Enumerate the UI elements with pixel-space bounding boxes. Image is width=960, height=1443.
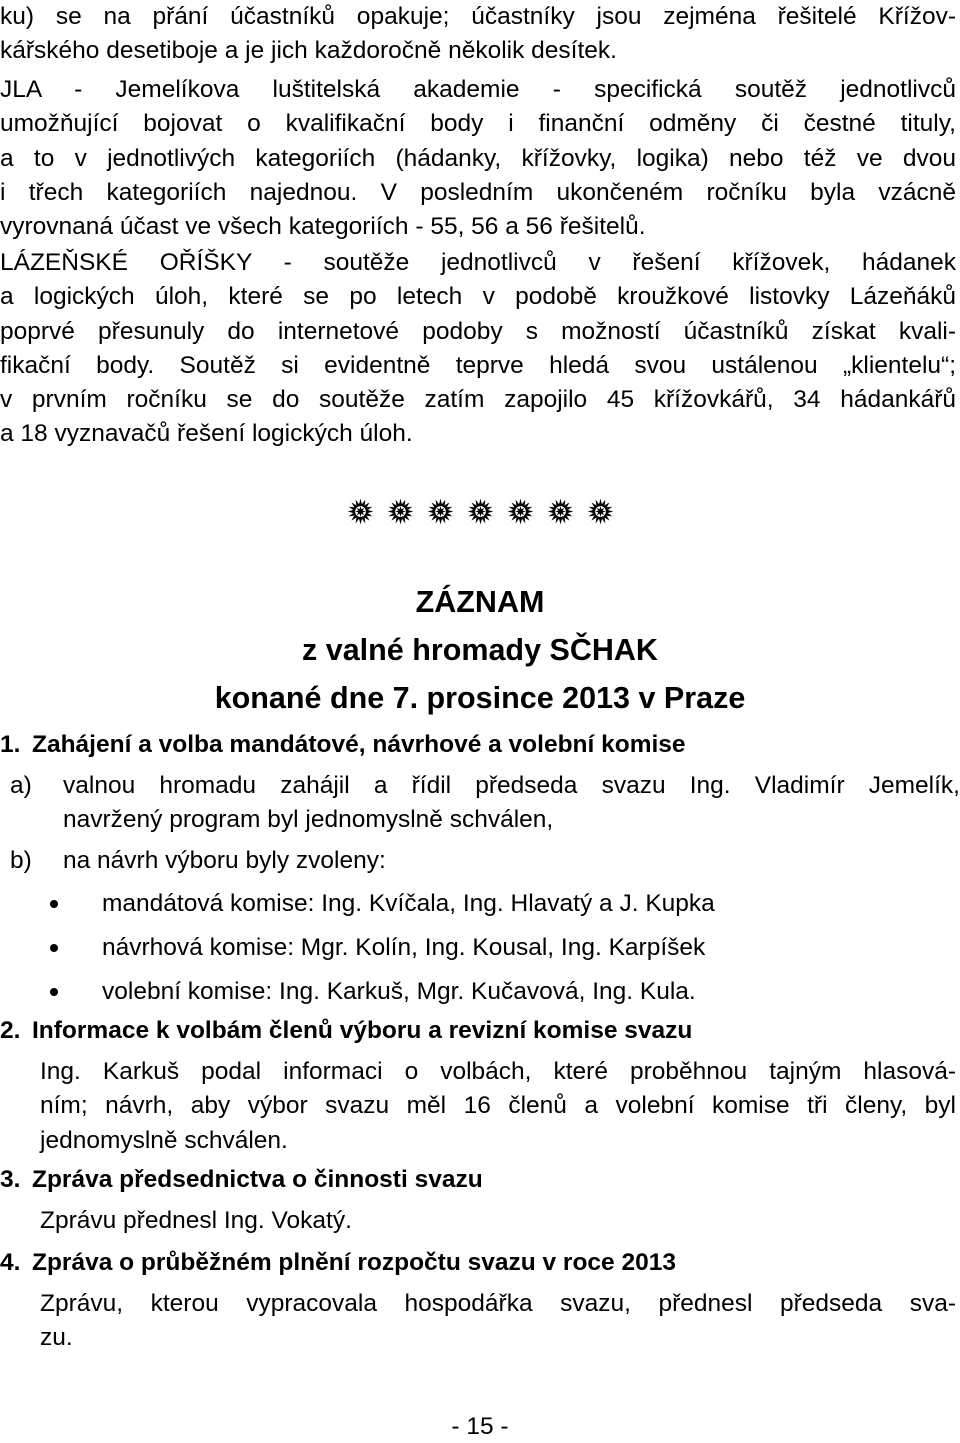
text-line: Zprávu přednesl Ing. Vokatý. [40, 1207, 352, 1234]
text-line: navržený program byl jednomyslně schválen, [63, 806, 554, 834]
item-label: b) [10, 847, 32, 874]
star-burst-icon [547, 498, 574, 525]
section-heading-3 [0, 1163, 483, 1197]
bullet-icon [50, 944, 58, 952]
section-number: 1. [0, 731, 21, 758]
star-burst-icon [427, 498, 454, 525]
text-line: kářského desetiboje a je jich každoročně několik desítek. [0, 37, 617, 65]
text-line: i třech kategoriích najednou. V posledním ukončeném ročníku byla vzácně [0, 178, 956, 206]
text-line: jednomyslně schválen. [40, 1126, 288, 1154]
text-line: umožňující bojovat o kvalifikační body i finanční odměny či čestné tituly, [0, 110, 956, 138]
section-body-2 [40, 1055, 956, 1158]
bullet-text: mandátová komise: Ing. Kvíčala, Ing. Hlavatý a J. Kupka [102, 890, 715, 917]
star-burst-icon [387, 498, 414, 525]
text-line: vyrovnaná účast ve všech kategoriích - 55, 56 a 56 řešitelů. [0, 213, 646, 241]
section-number: 4. [0, 1249, 21, 1276]
bullet-icon [50, 988, 58, 996]
text-line: valnou hromadu zahájil a řídil předseda svazu Ing. Vladimír Jemelík, [63, 772, 960, 799]
section-heading-2 [0, 1014, 692, 1048]
star-burst-icon [467, 498, 494, 525]
text-line: Zprávu, kterou vypracovala hospodářka svazu, přednesl předseda sva- [40, 1290, 956, 1317]
record-title: ZÁZNAM [415, 585, 545, 619]
intro-paragraph [0, 0, 956, 69]
jla-paragraph [0, 73, 956, 244]
ornament-divider [0, 498, 960, 538]
star-burst-icon [587, 498, 614, 525]
section-body-4 [40, 1287, 956, 1356]
text-line: a 18 vyznavačů řešení logických úloh. [0, 420, 413, 448]
text-line: a logických úloh, které se po letech v podobě kroužkové listovky Lázeňáků [0, 283, 956, 311]
text-line: na návrh výboru byly zvoleny: [63, 847, 386, 874]
text-line: fikační body. Soutěž si evidentně teprve hledá svou ustálenou „klientelu“; [0, 351, 956, 379]
section-title: Informace k volbám členů výboru a revizní komise svazu [32, 1017, 693, 1044]
text-line: LÁZEŇSKÉ OŘÍŠKY - soutěže jednotlivců v řešení křížovek, hádanek [0, 249, 956, 276]
section-title: Zahájení a volba mandátové, návrhové a volební komise [32, 731, 686, 758]
section-body-3 [40, 1204, 956, 1238]
section-number: 2. [0, 1017, 21, 1044]
star-burst-icon [347, 498, 374, 525]
section-heading-1 [0, 728, 686, 762]
text-line: a to v jednotlivých kategoriích (hádanky, křížovky, logika) nebo též ve dvou [0, 144, 956, 172]
text-line: zu. [40, 1324, 73, 1352]
text-line: v prvním ročníku se do soutěže zatím zapojilo 45 křížovkářů, 34 hádankářů [0, 386, 956, 414]
section-title: Zpráva předsednictva o činnosti svazu [32, 1166, 483, 1193]
bullet-icon [50, 900, 58, 908]
item-label: a) [10, 772, 32, 799]
page-number: - 15 - [451, 1413, 509, 1440]
section-number: 3. [0, 1166, 21, 1193]
text-line: ním; návrh, aby výbor svazu měl 16 členů a volební komise tři členy, byl [40, 1092, 956, 1120]
record-subtitle: z valné hromady SČHAK [302, 633, 658, 667]
text-line: Ing. Karkuš podal informaci o volbách, které proběhnou tajným hlasová- [40, 1058, 956, 1085]
record-date: konané dne 7. prosince 2013 v Praze [214, 681, 746, 715]
text-line: poprvé přesunuly do internetové podoby s možností účastníků získat kvali- [0, 317, 956, 345]
lazenske-orisky-paragraph [0, 246, 956, 452]
section-title: Zpráva o průběžném plnění rozpočtu svazu v roce 2013 [32, 1249, 676, 1276]
text-line: ku) se na přání účastníků opakuje; účastníky jsou zejména řešitelé Křížov- [0, 3, 956, 30]
bullet-text: volební komise: Ing. Karkuš, Mgr. Kučavová, Ing. Kula. [102, 978, 696, 1005]
bullet-text: návrhová komise: Mgr. Kolín, Ing. Kousal, Ing. Karpíšek [102, 934, 706, 961]
section-heading-4 [0, 1246, 676, 1280]
text-line: JLA - Jemelíkova luštitelská akademie - specifická soutěž jednotlivců [0, 76, 956, 103]
star-burst-icon [507, 498, 534, 525]
